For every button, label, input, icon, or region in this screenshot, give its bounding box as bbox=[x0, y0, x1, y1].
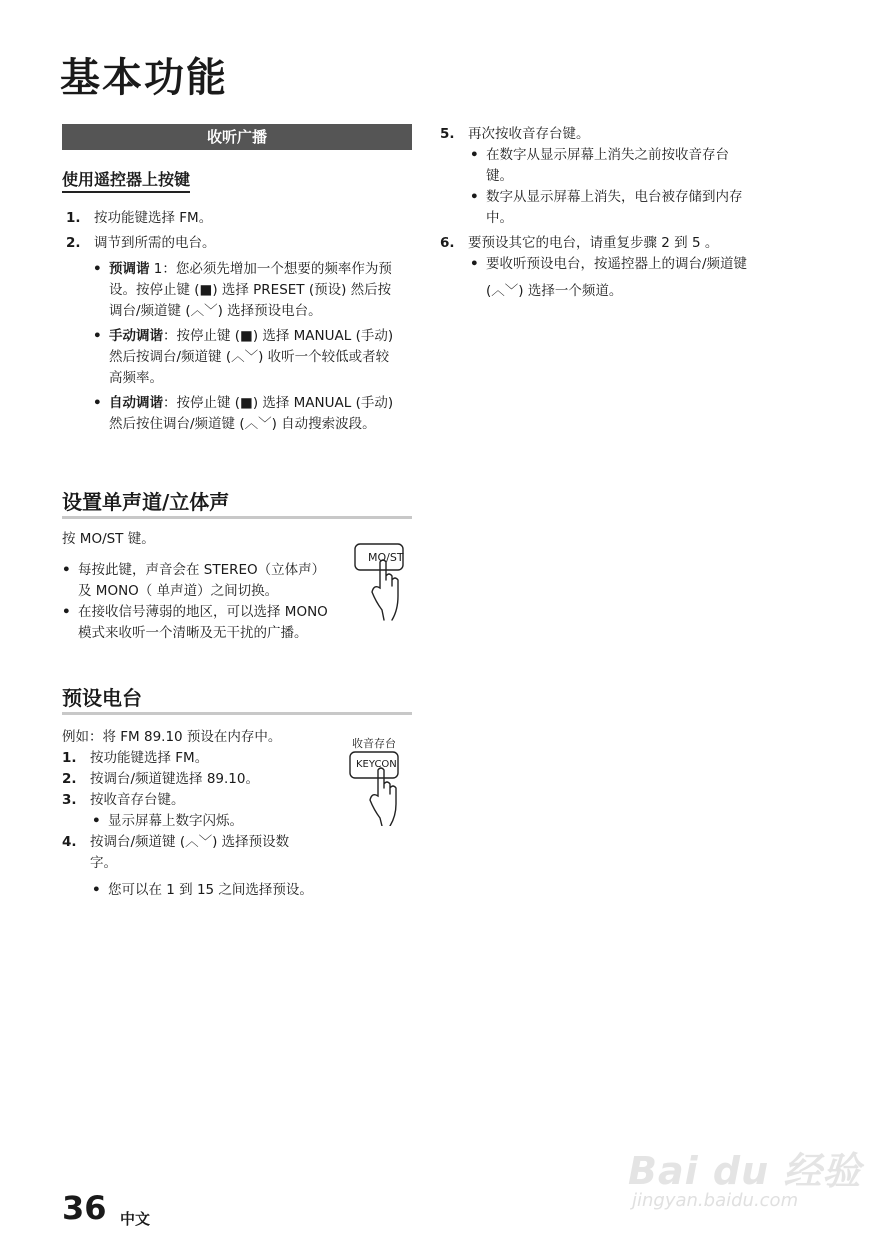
text: 及 MONO（ 单声道）之间切换。 bbox=[78, 583, 279, 599]
step-number: 4. bbox=[62, 834, 77, 850]
heading-mono-stereo: 设置单声道/立体声 bbox=[62, 490, 412, 519]
bullet-preset-tuning bbox=[93, 259, 412, 322]
keycon-figure bbox=[348, 750, 414, 826]
bullet-stereo-toggle bbox=[62, 560, 362, 602]
step-number: 2. bbox=[62, 771, 77, 787]
subheading-remote: 使用遥控器上按键 bbox=[62, 170, 190, 193]
step-text: 调节到所需的电台。 bbox=[94, 235, 216, 251]
preset-right-column bbox=[440, 124, 800, 302]
preset-step-5-bullet-2 bbox=[470, 187, 800, 229]
step-text: 按功能键选择 FM。 bbox=[90, 750, 209, 766]
page-title: 基本功能 bbox=[60, 55, 228, 101]
preset-step-4 bbox=[62, 832, 362, 874]
label-preset-tuning: 预调谐 bbox=[109, 261, 150, 277]
text: 然后按调台/频道键 (︿﹀) 收听一个较低或者较 bbox=[109, 349, 390, 365]
page-number: 36 bbox=[62, 1189, 107, 1227]
text: ：按停止键 (■) 选择 MANUAL (手动) bbox=[163, 395, 394, 411]
text: 模式来收听一个清晰及无干扰的广播。 bbox=[78, 625, 308, 641]
preset-intro: 例如：将 FM 89.10 预设在内存中。 bbox=[62, 729, 282, 745]
mono-intro: 按 MO/ST 键。 bbox=[62, 531, 155, 547]
bullet-manual-tuning bbox=[93, 326, 412, 389]
step-text: 字。 bbox=[90, 855, 117, 871]
text: 在数字从显示屏幕上消失之前按收音存台 bbox=[486, 147, 729, 163]
preset-step-4-bullet: • 您可以在 1 到 15 之间选择预设。 bbox=[92, 880, 362, 901]
step-text: 按收音存台键。 bbox=[90, 792, 185, 808]
bullet-weak-signal bbox=[62, 602, 362, 644]
text: 设。按停止键 (■) 选择 PRESET (预设) 然后按 bbox=[109, 282, 392, 298]
step-2 bbox=[66, 233, 412, 254]
step-number: 1. bbox=[62, 750, 77, 766]
step-1 bbox=[66, 208, 412, 229]
text: (︿﹀) 选择一个频道。 bbox=[486, 283, 623, 299]
preset-step-5 bbox=[440, 124, 800, 145]
watermark-url: jingyan.baidu.com bbox=[632, 1190, 799, 1211]
step-number: 3. bbox=[62, 792, 77, 808]
listen-steps bbox=[66, 208, 412, 435]
text: 调台/频道键 (︿﹀) 选择预设电台。 bbox=[109, 303, 322, 319]
text: ：按停止键 (■) 选择 MANUAL (手动) bbox=[163, 328, 394, 344]
step-number: 2. bbox=[66, 235, 81, 251]
heading-preset: 预设电台 bbox=[62, 686, 412, 715]
step-text: 按功能键选择 FM。 bbox=[94, 210, 213, 226]
text: 1：您必须先增加一个想要的频率作为预 bbox=[149, 261, 392, 277]
text: 中。 bbox=[486, 210, 513, 226]
text: 在接收信号薄弱的地区，可以选择 MONO bbox=[78, 604, 328, 620]
bullet-auto-tuning bbox=[93, 393, 412, 435]
mono-bullets bbox=[62, 560, 362, 644]
step-text: 再次按收音存台键。 bbox=[468, 126, 590, 142]
step-number: 1. bbox=[66, 210, 81, 226]
step-text: 要预设其它的电台，请重复步骤 2 到 5 。 bbox=[468, 235, 719, 251]
tuning-modes bbox=[93, 259, 412, 435]
step-text: 按调台/频道键 (︿﹀) 选择预设数 bbox=[90, 834, 290, 850]
watermark-logo: Bai du 经验 bbox=[628, 1149, 862, 1193]
preset-step-1 bbox=[62, 748, 362, 769]
preset-step-6-bullet bbox=[470, 254, 800, 302]
preset-step-5-bullet-1 bbox=[470, 145, 800, 187]
keycon-button-label: KEYCON bbox=[356, 759, 397, 770]
text: 数字从显示屏幕上消失，电台被存储到内存 bbox=[486, 189, 743, 205]
text: 高频率。 bbox=[109, 370, 163, 386]
step-number: 5. bbox=[440, 126, 455, 142]
label-auto-tuning: 自动调谐 bbox=[109, 395, 163, 411]
keycon-caption: 收音存台 bbox=[352, 737, 396, 750]
preset-left-column bbox=[62, 727, 362, 901]
text: 要收听预设电台，按遥控器上的调台/频道键 bbox=[486, 256, 748, 272]
preset-step-6 bbox=[440, 233, 800, 254]
text: 键。 bbox=[486, 168, 513, 184]
step-text: 按调台/频道键选择 89.10。 bbox=[90, 771, 259, 787]
label-manual-tuning: 手动调谐 bbox=[109, 328, 163, 344]
section-bar-listen: 收听广播 bbox=[62, 124, 412, 150]
step-number: 6. bbox=[440, 235, 455, 251]
preset-step-3-bullet: • 显示屏幕上数字闪烁。 bbox=[92, 811, 362, 832]
text: 然后按住调台/频道键 (︿﹀) 自动搜索波段。 bbox=[109, 416, 376, 432]
preset-step-3 bbox=[62, 790, 362, 811]
text: 每按此键，声音会在 STEREO（立体声） bbox=[78, 562, 326, 578]
mo-st-figure bbox=[352, 540, 416, 622]
page-language: 中文 bbox=[120, 1210, 151, 1228]
preset-step-2 bbox=[62, 769, 362, 790]
mo-st-button-label: MO/ST bbox=[368, 551, 404, 564]
